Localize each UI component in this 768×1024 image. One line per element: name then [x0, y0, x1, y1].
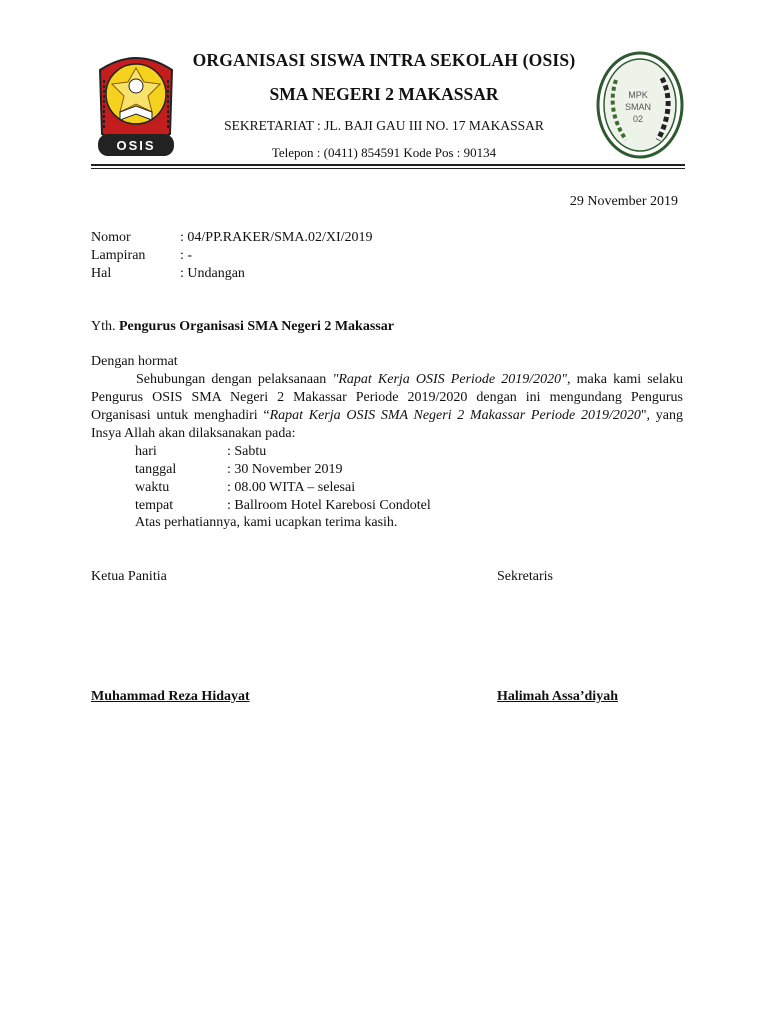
header-divider-thin	[91, 168, 685, 169]
detail-label-tanggal: tanggal	[135, 462, 177, 477]
letterhead-school: SMA NEGERI 2 MAKASSAR	[269, 84, 499, 104]
body-event-title-2: Rapat Kerja OSIS SMA Negeri 2 Makassar Periode 2019/2020	[269, 408, 641, 423]
recipient-prefix: Yth.	[91, 319, 119, 334]
mpk-logo-text-1: MPK	[628, 90, 648, 100]
recipient	[91, 318, 394, 336]
detail-value-waktu: : 08.00 WITA – selesai	[227, 480, 356, 495]
meta-label-lampiran: Lampiran	[91, 248, 146, 263]
detail-value-tempat: : Ballroom Hotel Karebosi Condotel	[227, 498, 431, 513]
signature-name-right: Halimah Assa’diyah	[497, 689, 618, 704]
body-paragraph	[91, 371, 683, 443]
recipient-name: Pengurus Organisasi SMA Negeri 2 Makassar	[119, 319, 394, 334]
meta-label-nomor: Nomor	[91, 230, 131, 245]
mpk-logo-text-2: SMAN	[624, 102, 652, 112]
signature-role-left: Ketua Panitia	[91, 569, 167, 584]
body-text-3: ", yang Insya Allah akan dilaksanakan pada:	[91, 408, 683, 441]
meta-value-hal: : Undangan	[180, 266, 245, 281]
letterhead-organization: ORGANISASI SISWA INTRA SEKOLAH (OSIS)	[192, 50, 576, 70]
body-text-1: Sehubungan dengan pelaksanaan	[136, 372, 333, 387]
detail-label-hari: hari	[135, 444, 157, 459]
greeting: Dengan hormat	[91, 354, 178, 369]
osis-logo-text: OSIS	[116, 138, 156, 153]
body-event-title-1: "Rapat Kerja OSIS Periode 2019/2020"	[332, 372, 568, 387]
meta-value-nomor: : 04/PP.RAKER/SMA.02/XI/2019	[180, 230, 373, 245]
signature-role-right: Sekretaris	[497, 569, 553, 584]
detail-value-tanggal: : 30 November 2019	[227, 462, 343, 477]
detail-value-hari: : Sabtu	[227, 444, 267, 459]
body-text-2: , maka kami selaku Pengurus OSIS SMA Negeri 2 Makassar Periode 2019/2020 dengan ini mengundang Pengurus Organisasi untuk menghadiri “	[91, 372, 683, 423]
detail-label-waktu: waktu	[135, 480, 170, 495]
letterhead-address: SEKRETARIAT : JL. BAJI GAU III NO. 17 MAKASSAR	[224, 118, 544, 133]
closing-line: Atas perhatiannya, kami ucapkan terima kasih.	[135, 515, 398, 530]
detail-label-tempat: tempat	[135, 498, 174, 513]
letterhead-phone: Telepon : (0411) 854591 Kode Pos : 90134	[271, 145, 497, 160]
meta-value-lampiran: : -	[180, 248, 193, 263]
meta-label-hal: Hal	[91, 266, 112, 281]
letter-date: 29 November 2019	[569, 194, 678, 209]
mpk-logo-text-3: 02	[632, 114, 644, 124]
signature-name-left: Muhammad Reza Hidayat	[91, 689, 250, 704]
header-divider-thick	[91, 164, 685, 166]
